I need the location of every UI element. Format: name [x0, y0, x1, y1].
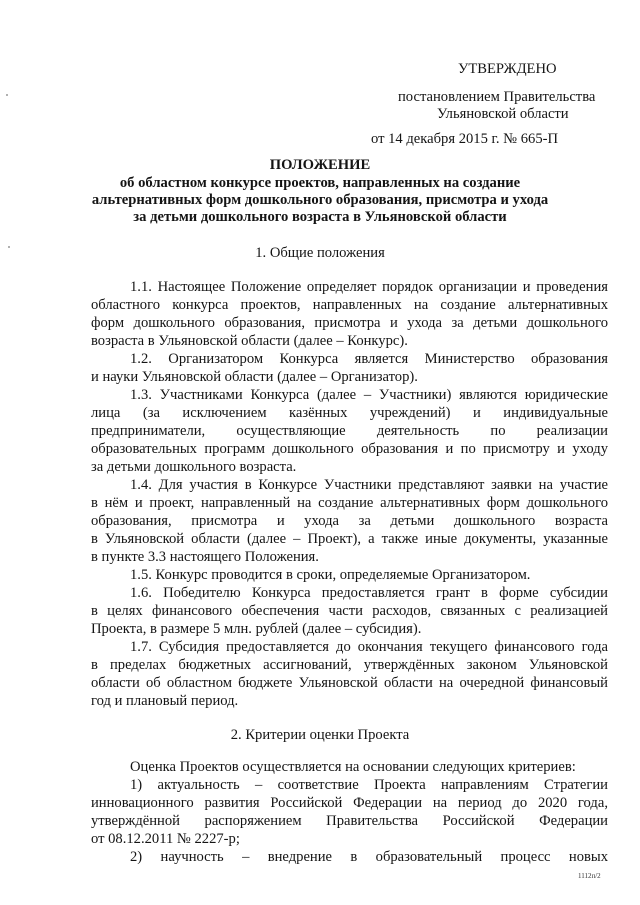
section-1-heading: 1. Общие положения — [255, 245, 385, 261]
document-subtitle-3: за детьми дошкольного возраста в Ульяновской области — [133, 209, 507, 225]
paragraph-line: 1.4. Для участия в Конкурсе Участники представляют заявки на участие — [130, 477, 608, 493]
paragraph-line: в пункте 3.3 настоящего Положения. — [91, 549, 319, 565]
paragraph-line: образования, присмотра и ухода за детьми дошкольного возраста — [91, 513, 608, 529]
paragraph-line: 1.1. Настоящее Положение определяет порядок организации и проведения — [130, 279, 608, 295]
paragraph-line: образовательных программ дошкольного образования и по присмотру и уходу — [91, 441, 608, 457]
document-subtitle-2: альтернативных форм дошкольного образования, присмотра и ухода — [91, 192, 549, 208]
approval-line-3: от 14 декабря 2015 г. № 665-П — [371, 131, 559, 147]
paragraph-line: и науки Ульяновской области (далее – Организатор). — [91, 369, 418, 385]
paragraph-line: 1) актуальность – соответствие Проекта направлениям Стратегии — [130, 777, 608, 793]
document-title: ПОЛОЖЕНИЕ — [269, 157, 371, 173]
paragraph-line: в нём и проект, направленный на создание альтернативных форм дошкольного — [91, 495, 608, 511]
paragraph-line: 2) научность – внедрение в образовательный процесс новых — [130, 849, 608, 865]
approval-line-1: постановлением Правительства — [398, 89, 596, 105]
paragraph-line: области об областном бюджете Ульяновской области на очередной финансовый — [91, 675, 608, 691]
paragraph-line: в Ульяновской области (далее – Проект), а также иные документы, указанные — [91, 531, 608, 547]
paragraph-line: 1.3. Участниками Конкурса (далее – Участники) являются юридические — [130, 387, 608, 403]
paragraph-line: в целях финансового обеспечения части расходов, связанных с реализацией — [91, 603, 608, 619]
scan-speck — [6, 94, 8, 96]
paragraph-line: Оценка Проектов осуществляется на основании следующих критериев: — [130, 759, 576, 775]
paragraph-line: возраста в Ульяновской области (далее – Конкурс). — [91, 333, 408, 349]
paragraph-line: за детьми дошкольного возраста. — [91, 459, 297, 475]
paragraph-line: Проекта, в размере 5 млн. рублей (далее – субсидия). — [91, 621, 422, 637]
approval-line-2: Ульяновской области — [437, 106, 569, 122]
document-subtitle-1: об областном конкурсе проектов, направленных на создание — [119, 175, 521, 191]
paragraph-line: 1.7. Субсидия предоставляется до окончания текущего финансового года — [130, 639, 608, 655]
document-code: 1112п/2 — [578, 872, 601, 880]
paragraph-line: от 08.12.2011 № 2227-р; — [91, 831, 240, 847]
paragraph-line: предприниматели, осуществляющие деятельность по реализации — [91, 423, 608, 439]
paragraph-line: год и плановый период. — [91, 693, 239, 709]
paragraph-line: 1.6. Победителю Конкурса предоставляется грант в форме субсидии — [130, 585, 608, 601]
approval-title: УТВЕРЖДЕНО — [458, 61, 557, 77]
paragraph-line: областного конкурса проектов, направленных на создание альтернативных — [91, 297, 608, 313]
paragraph-line: форм дошкольного образования, присмотра и ухода за детьми дошкольного — [91, 315, 608, 331]
paragraph-line: лица (за исключением казённых учреждений) и индивидуальные — [91, 405, 608, 421]
paragraph-line: 1.2. Организатором Конкурса является Министерство образования — [130, 351, 608, 367]
section-2-heading: 2. Критерии оценки Проекта — [230, 727, 410, 743]
paragraph-line: в пределах бюджетных ассигнований, утверждённых законом Ульяновской — [91, 657, 608, 673]
paragraph-line: утверждённой распоряжением Правительства Российской Федерации — [91, 813, 608, 829]
paragraph-line: 1.5. Конкурс проводится в сроки, определяемые Организатором. — [130, 567, 531, 583]
paragraph-line: инновационного развития Российской Федерации на период до 2020 года, — [91, 795, 608, 811]
